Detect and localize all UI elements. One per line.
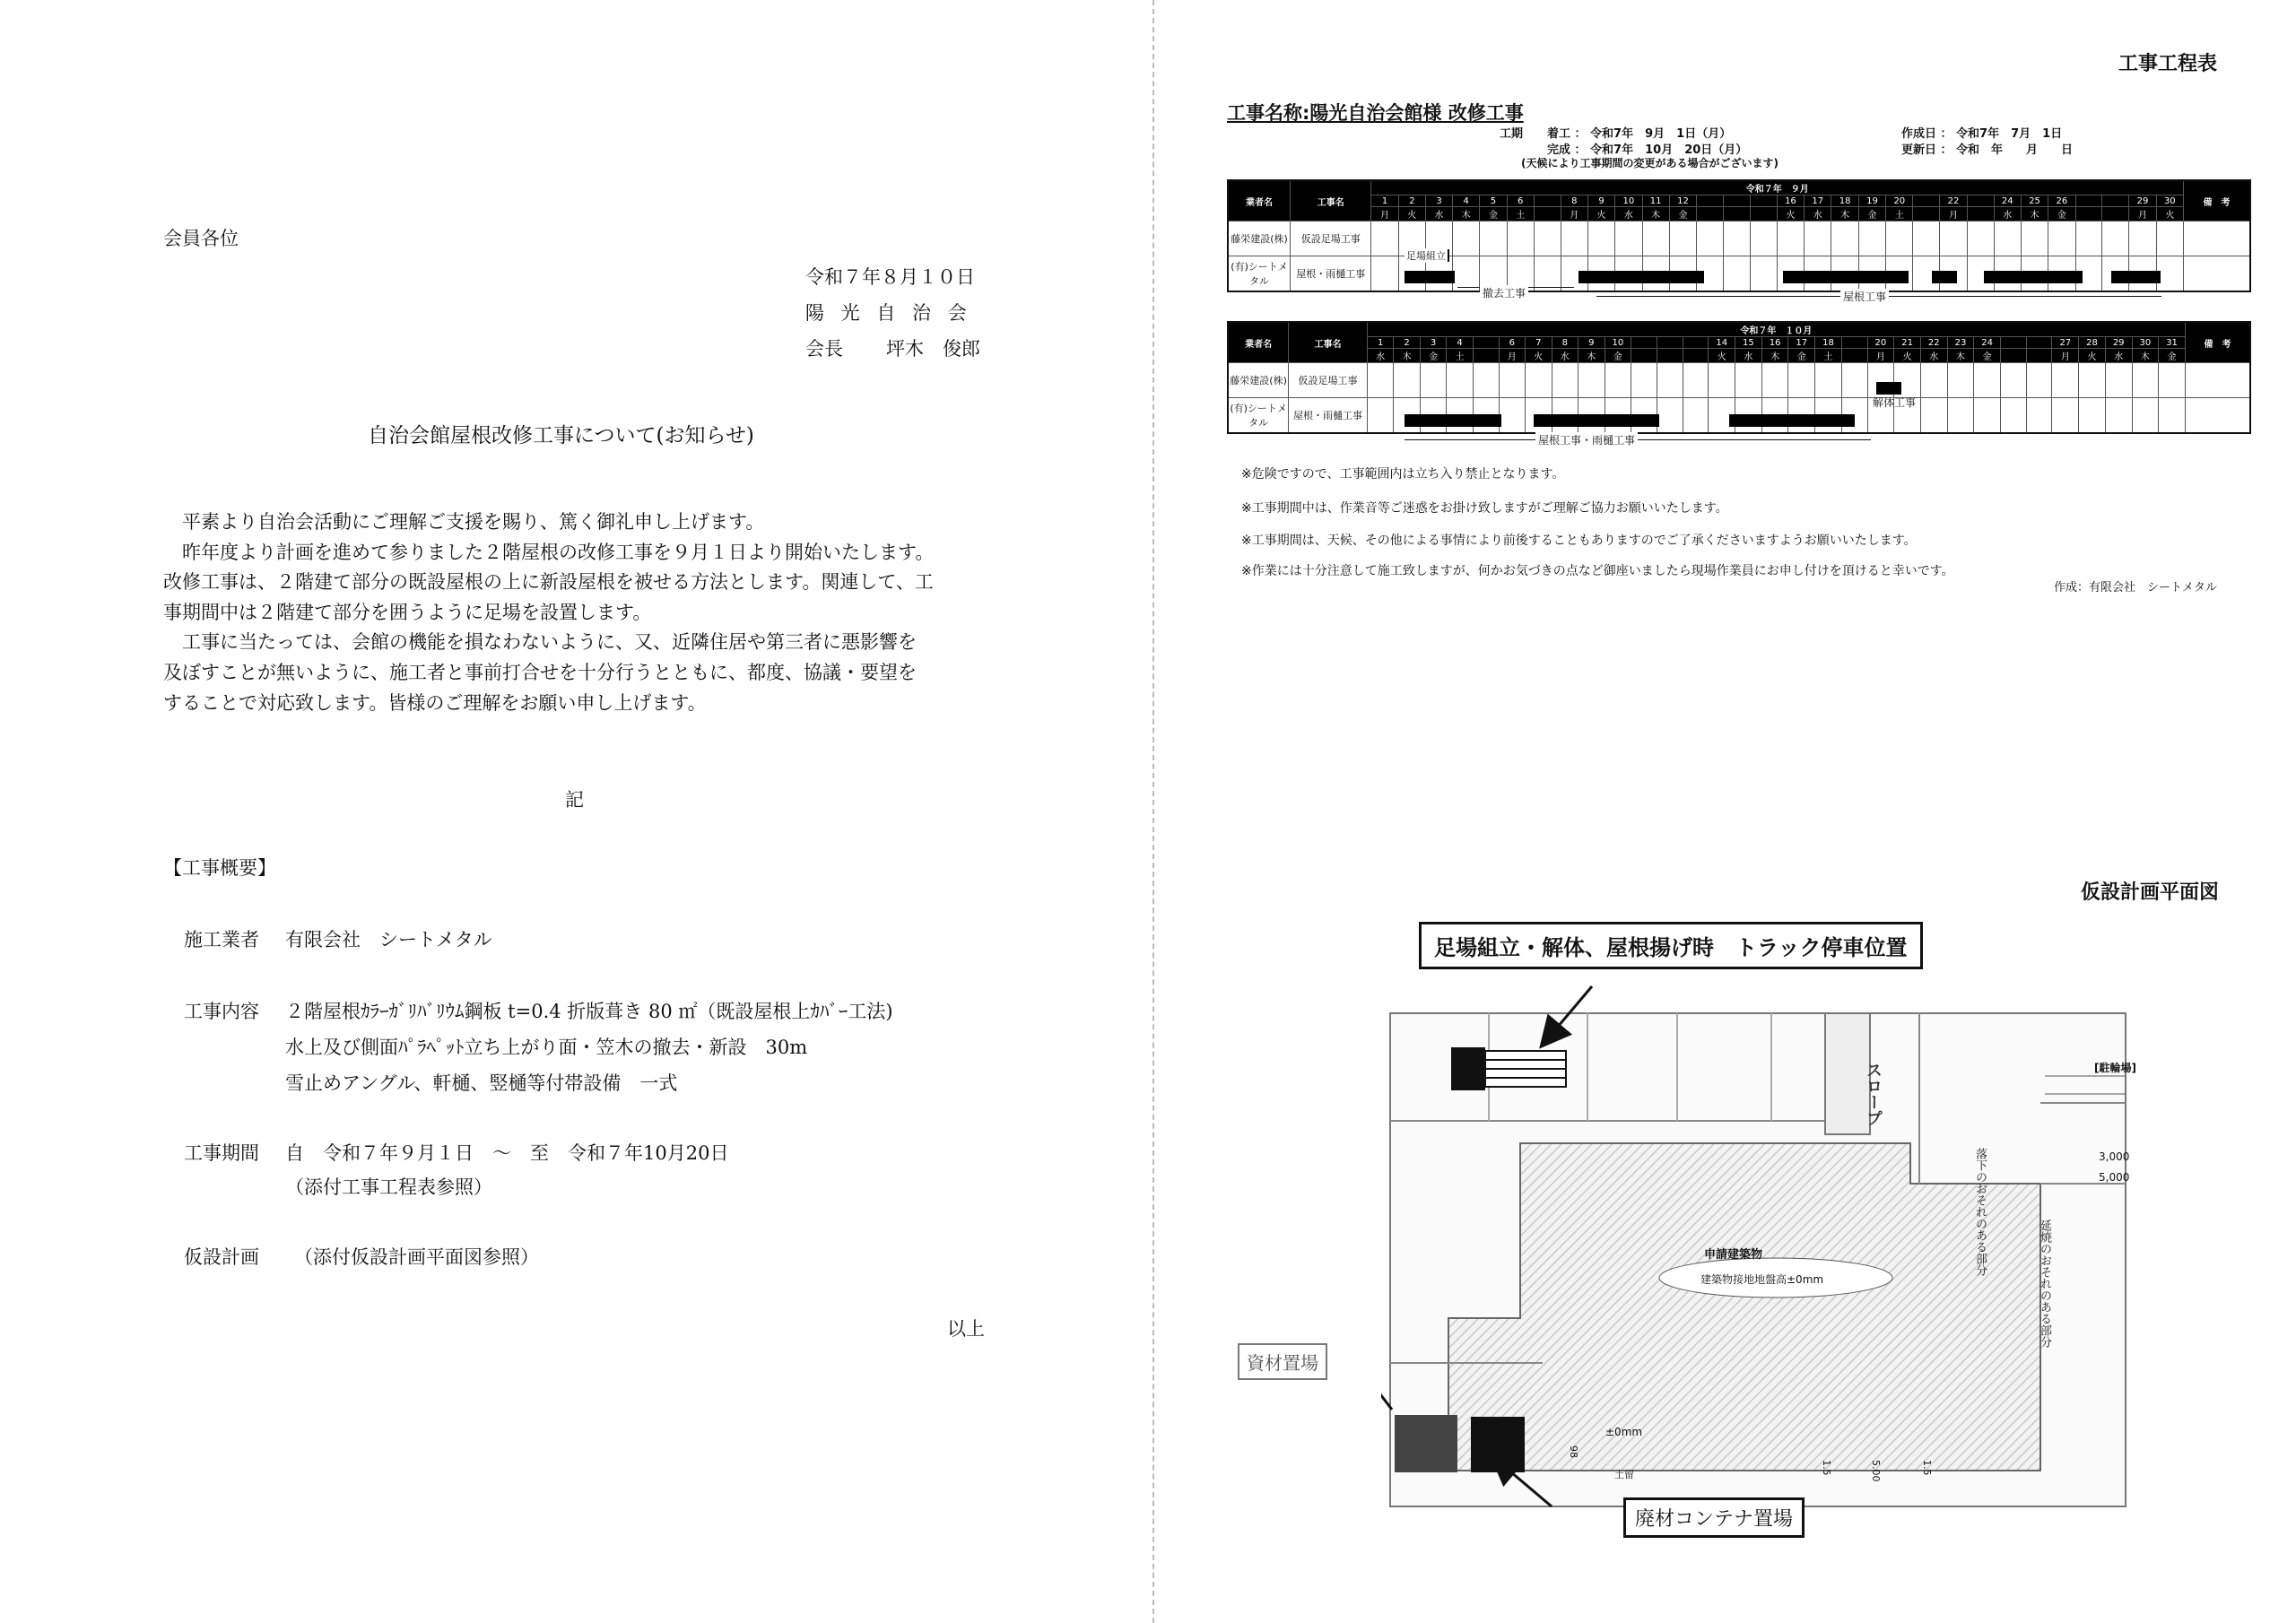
addressee: 会員各位 — [163, 228, 239, 249]
body-line: 及ぼすことが無いように、施工者と事前打合せを十分行うとともに、都度、協議・要望を — [163, 661, 917, 683]
day-cell — [2075, 195, 2102, 207]
letter-body — [163, 508, 1024, 718]
grid-cell — [1473, 363, 1499, 398]
day-cell: 金 — [1858, 207, 1885, 221]
grid-cell — [1735, 363, 1762, 398]
project-name: 工事名称:陽光自治会館様 改修工事 — [1227, 102, 1524, 124]
day-cell: 7 — [1526, 337, 1552, 349]
grid-cell — [1526, 363, 1552, 398]
end-date: 完成 ： 令和7年 10月 20日（月） — [1547, 143, 1748, 157]
day-cell: 23 — [1947, 337, 1974, 349]
day-cell — [1534, 195, 1561, 207]
day-cell: 金 — [1669, 207, 1696, 221]
work-cell: 仮設足場工事 — [1291, 221, 1371, 256]
day-cell: 26 — [2048, 195, 2075, 207]
grid-cell — [1499, 398, 1525, 434]
gantt-bar — [1729, 414, 1855, 427]
day-cell: 22 — [1940, 195, 1967, 207]
day-cell: 8 — [1561, 195, 1587, 207]
day-cell: 金 — [1420, 349, 1446, 363]
day-cell: 27 — [2052, 337, 2079, 349]
day-cell — [1473, 337, 1499, 349]
body-line: 工事に当たっては、会館の機能を損なわないように、又、近隣住居や第三者に悪影響を — [182, 631, 917, 654]
day-cell: 24 — [1974, 337, 2001, 349]
remarks-cell — [2183, 256, 2250, 292]
grid-cell — [1669, 221, 1696, 256]
day-cell: 水 — [1805, 207, 1831, 221]
day-cell: 6 — [1499, 337, 1525, 349]
weather-note: (天候により工事期間の変更がある場合がございます) — [1521, 157, 1779, 169]
day-cell: 24 — [1994, 195, 2021, 207]
dim-label: 5.00 — [1870, 1460, 1882, 1482]
grid-cell — [1750, 221, 1777, 256]
day-cell — [1657, 349, 1683, 363]
remarks-cell — [2183, 221, 2250, 256]
work-cell: 仮設足場工事 — [1289, 363, 1368, 398]
day-cell: 土 — [1815, 349, 1842, 363]
day-cell: 1 — [1371, 195, 1398, 207]
grid-cell — [1367, 398, 1393, 434]
dim-label: 3,000 — [2099, 1150, 2130, 1163]
grid-cell — [1447, 363, 1473, 398]
grid-cell — [1724, 221, 1751, 256]
signer-title: 会長 — [805, 338, 843, 360]
schedule-note: ※危険ですので、工事範囲内は立ち入り禁止となります。 — [1241, 467, 1565, 482]
grid-cell — [2132, 363, 2159, 398]
day-cell — [1534, 207, 1561, 221]
content-label: 工事内容 — [184, 1001, 259, 1022]
day-cell: 金 — [1605, 349, 1631, 363]
day-cell: 水 — [1552, 349, 1578, 363]
slope-label: スロープ — [1864, 1062, 1883, 1126]
grid-cell — [2129, 221, 2156, 256]
day-cell: 17 — [1788, 337, 1815, 349]
contractor-label: 施工業者 — [184, 929, 259, 950]
grid-cell — [2052, 398, 2079, 434]
remarks-cell — [2185, 398, 2250, 434]
company-header: 業者名 — [1228, 322, 1289, 363]
period-note: （添付工事工程表参照） — [285, 1176, 492, 1198]
day-cell: 3 — [1425, 195, 1452, 207]
day-cell — [1697, 207, 1724, 221]
day-cell — [1841, 349, 1867, 363]
day-cell: 水 — [1920, 349, 1947, 363]
day-cell: 火 — [1777, 207, 1804, 221]
day-cell: 金 — [2159, 349, 2186, 363]
day-cell — [1657, 337, 1683, 349]
grid-cell — [2001, 398, 2027, 434]
day-cell — [1967, 207, 1994, 221]
overview-heading: 【工事概要】 — [163, 857, 276, 879]
day-cell — [1967, 195, 1994, 207]
day-cell: 金 — [2048, 207, 2075, 221]
grid-cell — [1605, 363, 1631, 398]
dim-label: 1.5 — [1921, 1460, 1933, 1476]
dim-label: 1.5 — [1821, 1460, 1832, 1476]
day-cell: 9 — [1587, 195, 1614, 207]
day-cell: 火 — [2156, 207, 2183, 221]
grid-cell — [1777, 221, 1804, 256]
day-cell — [1631, 349, 1657, 363]
gantt-bar — [1578, 271, 1704, 283]
day-cell — [1913, 195, 1940, 207]
contractor-value: 有限会社 シートメタル — [285, 929, 492, 950]
grid-cell — [1913, 221, 1940, 256]
day-cell: 16 — [1777, 195, 1804, 207]
day-cell: 5 — [1480, 195, 1507, 207]
work-cell: 屋根・雨樋工事 — [1291, 256, 1371, 292]
grid-cell — [2075, 221, 2102, 256]
created-date: 作成日 ： 令和7年 7月 1日 — [1901, 127, 2063, 141]
period-value: 自 令和７年９月１日 ～ 至 令和７年10月20日 — [285, 1142, 729, 1164]
day-cell: 金 — [1480, 207, 1507, 221]
body-line: 昨年度より計画を進めて参りました２階屋根の改修工事を９月１日より開始いたします。 — [182, 541, 935, 563]
day-cell: 29 — [2105, 337, 2132, 349]
grid-cell — [1631, 363, 1657, 398]
grid-cell — [1587, 221, 1614, 256]
day-cell: 木 — [1642, 207, 1669, 221]
gantt-bar — [1534, 414, 1659, 427]
grid-cell — [2105, 363, 2132, 398]
schedule-note: ※工事期間中は、作業音等ご迷惑をお掛け致しますがご理解ご協力お願いいたします。 — [1241, 501, 1728, 516]
zero-label: ±0mm — [1605, 1426, 1643, 1438]
schedule-note: ※工事期間は、天候、その他による事情により前後することもありますのでご了承くださいますようお願いいたします。 — [1241, 534, 1917, 548]
day-cell: 水 — [1735, 349, 1762, 363]
grid-cell — [2048, 221, 2075, 256]
grid-cell — [1453, 221, 1480, 256]
day-cell: 火 — [2079, 349, 2106, 363]
doma-label: 土留 — [1614, 1469, 1634, 1480]
schedule-row — [1228, 363, 2250, 398]
schedule-author: 作成：有限会社 シートメタル — [2054, 581, 2217, 595]
grid-cell — [1805, 221, 1831, 256]
day-cell: 21 — [1894, 337, 1921, 349]
day-cell: 20 — [1886, 195, 1913, 207]
day-cell: 月 — [1561, 207, 1587, 221]
temp-value: （添付仮設計画平面図参照） — [294, 1246, 539, 1268]
dim-label: 98 — [1568, 1445, 1579, 1458]
day-cell: 木 — [2021, 207, 2048, 221]
grid-cell — [2001, 363, 2027, 398]
temp-label: 仮設計画 — [184, 1246, 259, 1268]
grid-cell — [1561, 221, 1587, 256]
day-cell: 月 — [1867, 349, 1894, 363]
building-sub-label: 建築物接地地盤高±0mm — [1700, 1273, 1824, 1286]
day-cell: 30 — [2156, 195, 2183, 207]
bike-label: [駐輪場] — [2094, 1062, 2136, 1074]
plan-title: 仮設計画平面図 — [2081, 881, 2220, 904]
day-cell: 2 — [1398, 195, 1425, 207]
letter-title: 自治会館屋根改修工事について(お知らせ) — [368, 424, 754, 447]
company-cell: (有)シートメタル — [1228, 256, 1291, 292]
day-cell — [1683, 349, 1709, 363]
grid-cell — [2102, 221, 2129, 256]
grid-cell — [1920, 398, 1947, 434]
letter-date: 令和７年８月１０日 — [805, 266, 975, 288]
day-cell: 木 — [1761, 349, 1788, 363]
grid-cell — [1815, 363, 1842, 398]
day-cell — [1724, 207, 1751, 221]
gantt-label: 屋根工事・雨樋工事 — [1535, 432, 1638, 447]
gantt-bar — [1783, 271, 1909, 283]
grid-cell — [2052, 363, 2079, 398]
body-line: 事期間中は２階建て部分を囲うように足場を設置します。 — [163, 601, 652, 623]
grid-cell — [1940, 221, 1967, 256]
day-cell: 31 — [2159, 337, 2186, 349]
schedule-row — [1228, 221, 2250, 256]
gantt-label: 解体工事 — [1873, 396, 1917, 409]
day-cell: 16 — [1761, 337, 1788, 349]
container-callout: 廃材コンテナ置場 — [1623, 1497, 1805, 1538]
day-cell: 火 — [1709, 349, 1735, 363]
day-cell: 11 — [1642, 195, 1669, 207]
day-cell: 木 — [1578, 349, 1605, 363]
grid-cell — [2159, 363, 2186, 398]
day-cell: 18 — [1831, 195, 1858, 207]
gantt-label: 撤去工事 — [1480, 285, 1528, 300]
grid-cell — [1994, 221, 2021, 256]
day-cell — [1841, 337, 1867, 349]
gantt-bar — [1405, 271, 1455, 283]
grid-cell — [1367, 363, 1393, 398]
gantt-bar — [1984, 271, 2083, 283]
grid-cell — [1683, 398, 1709, 434]
day-cell: 金 — [1974, 349, 2001, 363]
grid-cell — [1657, 363, 1683, 398]
period-label: 工期 — [1500, 127, 1524, 141]
day-cell: 4 — [1447, 337, 1473, 349]
day-cell: 土 — [1886, 207, 1913, 221]
content-line: 雪止めアングル、軒樋、竪樋等付帯設備 一式 — [285, 1072, 678, 1094]
day-cell: 25 — [2021, 195, 2048, 207]
day-cell: 22 — [1920, 337, 1947, 349]
grid-cell — [1499, 363, 1525, 398]
day-cell: 火 — [1587, 207, 1614, 221]
day-cell: 1 — [1367, 337, 1393, 349]
building-label: 申請建築物 — [1704, 1248, 1763, 1262]
grid-cell — [2026, 398, 2052, 434]
day-cell: 月 — [1371, 207, 1398, 221]
month-header: 令和７年 １０月 — [1367, 322, 2185, 337]
truck-cab — [1451, 1047, 1485, 1090]
day-cell: 木 — [2132, 349, 2159, 363]
gantt-bar — [1876, 382, 1901, 395]
grid-cell — [1831, 221, 1858, 256]
day-cell: 月 — [1940, 207, 1967, 221]
day-cell: 9 — [1578, 337, 1605, 349]
fall-risk-label: 落下のおそれのある部分 — [1973, 1148, 1987, 1276]
grid-cell — [1552, 363, 1578, 398]
body-line: 平素より自治会活動にご理解ご支援を賜り、篤く御礼申し上げます。 — [182, 511, 765, 533]
day-cell: 20 — [1867, 337, 1894, 349]
day-cell: 19 — [1858, 195, 1885, 207]
grid-cell — [1724, 256, 1751, 292]
grid-cell — [2026, 363, 2052, 398]
day-cell: 水 — [2105, 349, 2132, 363]
day-cell: 15 — [1735, 337, 1762, 349]
grid-cell — [2105, 398, 2132, 434]
grid-cell — [1657, 398, 1683, 434]
work-cell: 屋根・雨樋工事 — [1289, 398, 1368, 434]
grid-cell — [1507, 221, 1534, 256]
schedule-table-september — [1227, 179, 2251, 292]
day-cell: 12 — [1669, 195, 1696, 207]
fire-risk-label: 延焼のおそれのある部分 — [2038, 1219, 2051, 1348]
grid-cell — [1974, 363, 2001, 398]
content-line: ２階屋根ｶﾗｰｶﾞﾘﾊﾞﾘｳﾑ鋼板 t=0.4 折版葺き 80 ㎡（既設屋根上ｶﾊﾞｰ工法) — [285, 1001, 893, 1022]
grid-cell — [1858, 221, 1885, 256]
day-cell: 金 — [1788, 349, 1815, 363]
month-header: 令和７年 ９月 — [1371, 180, 2184, 195]
grid-cell — [1615, 221, 1642, 256]
work-header: 工事名 — [1289, 322, 1368, 363]
day-cell — [1631, 337, 1657, 349]
ki-mark: 記 — [565, 789, 584, 811]
remarks-header: 備 考 — [2183, 180, 2250, 221]
company-header: 業者名 — [1228, 180, 1291, 221]
day-cell — [1750, 195, 1777, 207]
day-cell: 6 — [1507, 195, 1534, 207]
day-cell: 水 — [1615, 207, 1642, 221]
body-line: することで対応致します。皆様のご理解をお願い申し上げます。 — [163, 691, 707, 714]
day-cell — [2026, 337, 2052, 349]
day-cell: 木 — [1947, 349, 1974, 363]
day-cell: 木 — [1394, 349, 1420, 363]
grid-cell — [2156, 221, 2183, 256]
gantt-label: 足場組立 — [1406, 250, 1446, 262]
company-cell: (有)シートメタル — [1228, 398, 1289, 434]
day-cell: 火 — [1894, 349, 1921, 363]
grid-cell — [1920, 363, 1947, 398]
schedule-note: ※作業には十分注意して施工致しますが、何かお気づきの点など御座いましたら現場作業員にお申し付けを頂けると幸いです。 — [1241, 564, 1954, 578]
day-cell: 木 — [1831, 207, 1858, 221]
grid-cell — [2132, 398, 2159, 434]
day-cell — [2001, 349, 2027, 363]
gantt-bar — [2111, 271, 2161, 283]
body-line: 改修工事は、２階建て部分の既設屋根の上に新設屋根を被せる方法とします。関連して、工 — [163, 571, 934, 594]
grid-cell — [1967, 221, 1994, 256]
day-cell — [2102, 195, 2129, 207]
truck-callout: 足場組立・解体、屋根揚げ時 トラック停車位置 — [1419, 922, 1923, 969]
day-cell — [1697, 195, 1724, 207]
dim-label: 5,000 — [2099, 1171, 2130, 1184]
day-cell: 3 — [1420, 337, 1446, 349]
period-label: 工事期間 — [184, 1142, 259, 1164]
company-cell: 藤栄建設(株) — [1228, 221, 1291, 256]
work-header: 工事名 — [1291, 180, 1371, 221]
grid-cell — [1683, 363, 1709, 398]
building-outline — [1448, 1143, 2040, 1471]
grid-cell — [2021, 221, 2048, 256]
day-cell — [2075, 207, 2102, 221]
material-callout: 資材置場 — [1238, 1343, 1327, 1380]
grid-cell — [1886, 221, 1913, 256]
company-cell: 藤栄建設(株) — [1228, 363, 1289, 398]
day-cell: 18 — [1815, 337, 1842, 349]
grid-cell — [2079, 363, 2106, 398]
grid-cell — [1642, 221, 1669, 256]
day-cell — [1724, 195, 1751, 207]
grid-cell — [1480, 221, 1507, 256]
content-line: 水上及び側面ﾊﾟﾗﾍﾟｯﾄ立ち上がり面・笠木の撤去・新設 30m — [285, 1037, 808, 1058]
grid-cell — [1697, 221, 1724, 256]
grid-cell — [1578, 363, 1605, 398]
day-cell: 2 — [1394, 337, 1420, 349]
day-cell: 土 — [1507, 207, 1534, 221]
day-cell: 火 — [1526, 349, 1552, 363]
page-divider — [1152, 0, 1155, 1623]
day-cell: 10 — [1615, 195, 1642, 207]
gantt-label: 屋根工事 — [1840, 289, 1889, 304]
day-cell — [1473, 349, 1499, 363]
remarks-cell — [2185, 363, 2250, 398]
day-cell: 14 — [1709, 337, 1735, 349]
material-area — [1395, 1415, 1457, 1472]
day-cell: 土 — [1447, 349, 1473, 363]
grid-cell — [1420, 363, 1446, 398]
schedule-header: 工事工程表 — [2118, 53, 2218, 75]
day-cell — [1913, 207, 1940, 221]
grid-cell — [1947, 363, 1974, 398]
day-cell: 水 — [1425, 207, 1452, 221]
grid-cell — [1394, 363, 1420, 398]
grid-cell — [1371, 256, 1398, 292]
day-cell: 29 — [2129, 195, 2156, 207]
day-cell: 8 — [1552, 337, 1578, 349]
grid-cell — [1371, 221, 1398, 256]
signer-name: 坪木 俊郎 — [886, 338, 980, 360]
day-cell — [2026, 349, 2052, 363]
remarks-header: 備 考 — [2185, 322, 2250, 363]
day-cell — [2102, 207, 2129, 221]
grid-cell — [1841, 363, 1867, 398]
gantt-bar — [1405, 414, 1501, 427]
grid-cell — [1534, 221, 1561, 256]
day-cell — [1750, 207, 1777, 221]
gantt-bar — [1932, 271, 1957, 283]
day-cell: 17 — [1805, 195, 1831, 207]
day-cell: 28 — [2079, 337, 2106, 349]
day-cell: 4 — [1453, 195, 1480, 207]
grid-cell — [1947, 398, 1974, 434]
day-cell — [2001, 337, 2027, 349]
grid-cell — [2079, 398, 2106, 434]
grid-cell — [2159, 398, 2186, 434]
day-cell: 木 — [1453, 207, 1480, 221]
day-cell: 火 — [1398, 207, 1425, 221]
start-date: 着工 ： 令和7年 9月 1日（月） — [1547, 127, 1732, 141]
day-cell — [1683, 337, 1709, 349]
grid-cell — [1709, 363, 1735, 398]
grid-cell — [1974, 398, 2001, 434]
grid-cell — [1750, 256, 1777, 292]
container-area — [1471, 1417, 1525, 1472]
day-cell: 月 — [1499, 349, 1525, 363]
day-cell: 月 — [2129, 207, 2156, 221]
day-cell: 10 — [1605, 337, 1631, 349]
ijo-mark: 以上 — [947, 1318, 985, 1340]
schedule-row — [1228, 256, 2250, 292]
day-cell: 30 — [2132, 337, 2159, 349]
day-cell: 水 — [1367, 349, 1393, 363]
grid-cell — [1788, 363, 1815, 398]
day-cell: 月 — [2052, 349, 2079, 363]
sender-org: 陽 光 自 治 会 — [805, 302, 972, 324]
updated-date: 更新日 ： 令和 年 月 日 — [1901, 143, 2074, 157]
grid-cell — [1761, 363, 1788, 398]
day-cell: 水 — [1994, 207, 2021, 221]
